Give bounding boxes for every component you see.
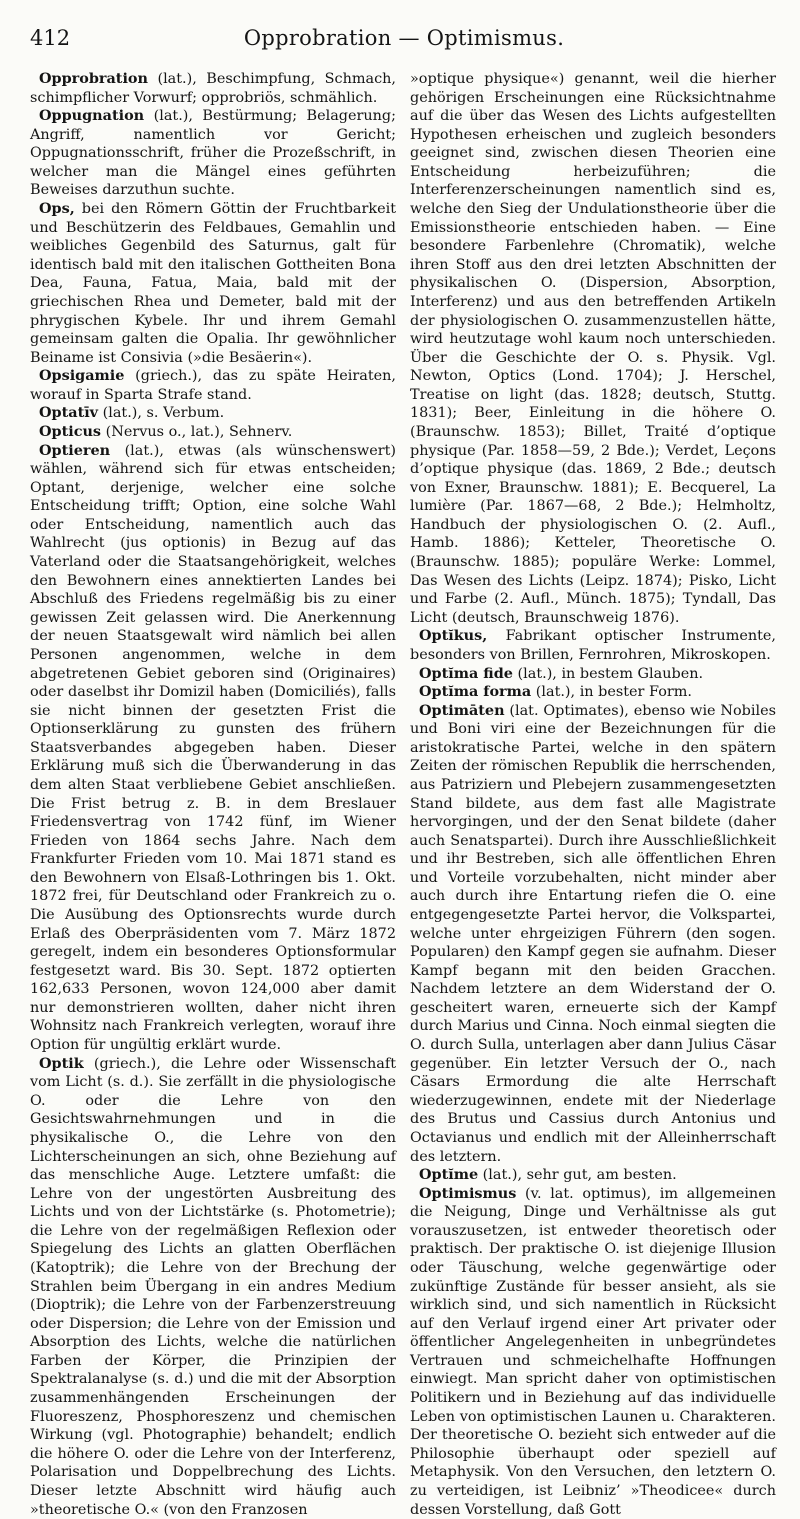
running-title: Opprobration — Optimismus. — [243, 26, 565, 50]
entry-text: (Nervus o., lat.), Sehnerv. — [101, 423, 293, 440]
entry-text: (griech.), die Lehre oder Wissenschaft vom Licht (s. d.). Sie zerfällt in die physiologische O. oder die Lehre von den Gesichtswahrnehmungen und in die physikalische O., die Lehre von den Lichterscheinungen an sich, ohne Beziehung auf das menschliche Auge. Letztere umfaßt: die Lehre von der ungestörten Ausbreitung des Lichts und von der Lichtstärke (s. Photometrie); die Lehre von der regelmäßigen Reflexion oder Spiegelung des Lichts an glatten Oberflächen (Katoptrik); die Lehre von der Brechung der Strahlen beim Übergang in ein andres Medium (Dioptrik); die Lehre von der Farbenzerstreuung oder Dispersion; die Lehre von der Emission und Absorption des Lichts, welche die natürlichen Farben der Körper, die Prinzipien der Spektralanalyse (s. d.) und die mit der Absorption zusammenhängenden Erscheinungen der Fluoreszenz, Phosphoreszenz und chemischen Wirkung (vgl. Photographie) behandelt; endlich die höhere O. oder die Lehre von der Interferenz, Polarisation und Doppelbrechung des Lichts. Dieser letzte Abschnitt wird häufig auch »theoretische O.« (von den Franzosen — [30, 1055, 396, 1518]
entry-text: (lat.), Bestürmung; Belagerung; Angriff, namentlich vor Gericht; Oppugnationsschrift, früher die Prozeßschrift, in welcher man die Mängel eines geführten Beweises darzuthun suchte. — [30, 108, 396, 199]
entry-text: bei den Römern Göttin der Fruchtbarkeit und Beschützerin des Feldbaues, Gemahlin und weibliches Gegenbild des Saturnus, galt für identisch bald mit den italischen Gottheiten Bona Dea, Fauna, Fatua, Maia, bald mit der griechischen Rhea und Demeter, bald mit der phrygischen Kybele. Ihr und ihrem Gemahl gemeinsam galten die Opalia. Ihr gewöhnlicher Beiname ist Consivia (»die Besäerin«). — [30, 201, 396, 366]
page-number: 412 — [30, 26, 71, 50]
dictionary-entry — [410, 70, 776, 627]
entry-headword: Oppugnation — [39, 107, 145, 125]
entry-headword: Optatīv — [39, 404, 99, 422]
entry-headword: Optĭme — [419, 1166, 479, 1184]
entry-text: (lat.), Beschimpfung, Schmach, schimpflicher Vorwurf; opprobriös, schmählich. — [30, 71, 396, 106]
dictionary-entry — [30, 423, 396, 442]
dictionary-entry — [410, 683, 776, 702]
entry-text: (lat.), s. Verbum. — [98, 405, 225, 422]
dictionary-entry — [410, 702, 776, 1166]
dictionary-entry — [410, 665, 776, 684]
dictionary-entry — [30, 107, 396, 200]
entry-text: (griech.), das zu späte Heiraten, worauf in Sparta Strafe stand. — [30, 368, 396, 403]
dictionary-entry — [410, 1166, 776, 1185]
entry-text: (lat.), in bester Form. — [531, 684, 692, 701]
dictionary-entry — [410, 627, 776, 664]
entry-headword: Opprobration — [39, 70, 148, 87]
dictionary-entry — [30, 200, 396, 367]
dictionary-entry — [30, 442, 396, 1055]
entry-headword: Opticus — [39, 422, 102, 440]
entry-text: Fabrikant optischer Instrumente, besonders von Brillen, Fernrohren, Mikroskopen. — [410, 628, 776, 663]
entry-headword: Optieren — [39, 441, 111, 459]
entry-headword: Optĭma fide — [419, 664, 513, 682]
entry-headword: Opsigamie — [39, 367, 125, 385]
dictionary-entry — [30, 1055, 396, 1519]
entry-headword: Optĭkus, — [419, 627, 488, 645]
dictionary-entry — [30, 367, 396, 404]
left-column — [30, 70, 396, 1518]
entry-headword: Ops, — [39, 200, 75, 218]
entry-text: (lat.), in bestem Glauben. — [512, 665, 704, 682]
page-header — [30, 26, 778, 60]
right-column — [410, 70, 776, 1518]
dictionary-entry — [410, 1185, 776, 1519]
entry-text: (lat.), sehr gut, am besten. — [478, 1167, 677, 1184]
entry-text: (lat. Optimates), ebenso wie Nobiles und Boni viri eine der Bezeichnungen für die aristokratische Partei, welche in den spätern Zeiten der römischen Republik die herrschenden, aus Patriziern und Plebejern zusammengesetzten Stand bildete, aus dem fast alle Magistrate hervorgingen, und der den Senat bildete (daher auch Senatspartei). Durch ihre Ausschließlichkeit und ihr Bestreben, sich alle öffentlichen Ehren und Vorteile vorzubehalten, nicht minder aber auch durch ihre Entartung riefen die O. eine entgegengesetzte Partei hervor, die Volkspartei, welche unter ehrgeizigen Führern (den sogen. Popularen) den Kampf gegen sie aufnahm. Dieser Kampf begann mit den beiden Gracchen. Nachdem letztere an dem Widerstand der O. gescheitert waren, erneuerte sich der Kampf durch Marius und Cinna. Noch einmal siegten die O. durch Sulla, unterlagen aber dann Julius Cäsar gegenüber. Ein letzter Versuch der O., nach Cäsars Ermordung die alte Herrschaft wiederzugewinnen, endete mit der Niederlage des Brutus und Cassius durch Antonius und Octavianus und endlich mit der Alleinherrschaft des letztern. — [410, 702, 776, 1165]
dictionary-entry — [30, 404, 396, 423]
entry-headword: Optĭma forma — [419, 683, 532, 701]
entry-headword: Optimāten — [419, 701, 505, 719]
entry-text: (lat.), etwas (als wünschenswert) wählen, während sich für etwas entscheiden; Optant, derjenige, welcher eine solche Entscheidung trifft; Option, eine solche Wahl oder Entscheidung, namentlich auch das Wahlrecht (jus optionis) in Bezug auf das Vaterland oder die Staatsangehörigkeit, welches den Bewohnern eines annektierten Landes bei Abschluß des Friedens regelmäßig bis zu einer gewissen Zeit gelassen wird. Die Anerkennung der neuen Staatsgewalt wird nämlich bei allen Personen angenommen, welche in dem abgetretenen Gebiet geboren sind (Originaires) oder daselbst ihr Domizil haben (Domiciliés), falls sie nicht binnen der gesetzten Frist die Optionserklärung zu gunsten des frühern Staatsverbandes abgegeben haben. Dieser Erklärung muß sich die Überwanderung in das dem alten Staat verbliebene Gebiet anschließen. Die Frist betrug z. B. in dem Breslauer Friedensvertrag von 1742 fünf, im Wiener Frieden von 1864 sechs Jahre. Nach dem Frankfurter Frieden vom 10. Mai 1871 stand es den Bewohnern von Elsaß-Lothringen bis 1. Okt. 1872 frei, für Deutschland oder Frankreich zu o. Die Ausübung des Optionsrechts wurde durch Erlaß des Oberpräsidenten vom 7. März 1872 geregelt, indem ein besonderes Optionsformular festgesetzt ward. Bis 30. Sept. 1872 optierten 162,633 Personen, wovon 124,000 aber damit nur demonstrieren wollten, daher nicht ihren Wohnsitz nach Frankreich verlegten, worauf ihre Option für ungültig erklärt wurde. — [30, 442, 396, 1054]
entry-headword: Optik — [39, 1054, 84, 1072]
dictionary-entry — [30, 70, 396, 107]
entry-headword: Optimismus — [419, 1184, 517, 1202]
entry-text: »optique physique«) genannt, weil die hierher gehörigen Erscheinungen eine Rücksichtnahme auf die über das Wesen des Lichts aufgestellten Hypothesen erheischen und zugleich besonders geeignet sind, zwischen diesen Theorien eine Entscheidung herbeizuführen; die Interferenzerscheinungen namentlich sind es, welche den Sieg der Undulationstheorie über die Emissionstheorie entschieden haben. — Eine besondere Farbenlehre (Chromatik), welche ihren Stoff aus den drei letzten Abschnitten der physikalischen O. (Dispersion, Absorption, Interferenz) und aus den betreffenden Artikeln der physiologischen O. zusammenzustellen hätte, wird heutzutage wohl kaum noch unterschieden. Über die Geschichte der O. s. Physik. Vgl. Newton, Optics (Lond. 1704); J. Herschel, Treatise on light (das. 1828; deutsch, Stuttg. 1831); Beer, Einleitung in die höhere O. (Braunschw. 1853); Billet, Traité d’optique physique (Par. 1858—59, 2 Bde.); Verdet, Leçons d’optique physique (das. 1869, 2 Bde.; deutsch von Exner, Braunschw. 1881); E. Becquerel, La lumière (Par. 1867—68, 2 Bde.); Helmholtz, Handbuch der physiologischen O. (2. Aufl., Hamb. 1886); Ketteler, Theoretische O. (Braunschw. 1885); populäre Werke: Lommel, Das Wesen des Lichts (Leipz. 1874); Pisko, Licht und Farbe (2. Aufl., Münch. 1875); Tyndall, Das Licht (deutsch, Braunschweig 1876). — [410, 71, 776, 626]
entry-text: (v. lat. optimus), im allgemeinen die Neigung, Dinge und Verhältnisse als gut vorauszusetzen, ist entweder theoretisch oder praktisch. Der praktische O. ist diejenige Illusion oder Täuschung, welche gegenwärtige oder zukünftige Zustände für besser ansieht, als sie wirklich sind, und sich namentlich in Rücksicht auf den Verlauf irgend einer Art privater oder öffentlicher Angelegenheiten in unbegründetes Vertrauen und schmeichelhafte Hoffnungen einwiegt. Man spricht daher von optimistischen Politikern und in Beziehung auf das individuelle Leben von optimistischen Launen u. Charakteren. Der theoretische O. bezieht sich entweder auf die Philosophie überhaupt oder speziell auf Metaphysik. Von den Versuchen, den letztern O. zu verteidigen, ist Leibniz’ »Theodicee« durch dessen Vorstellung, daß Gott — [410, 1185, 776, 1518]
